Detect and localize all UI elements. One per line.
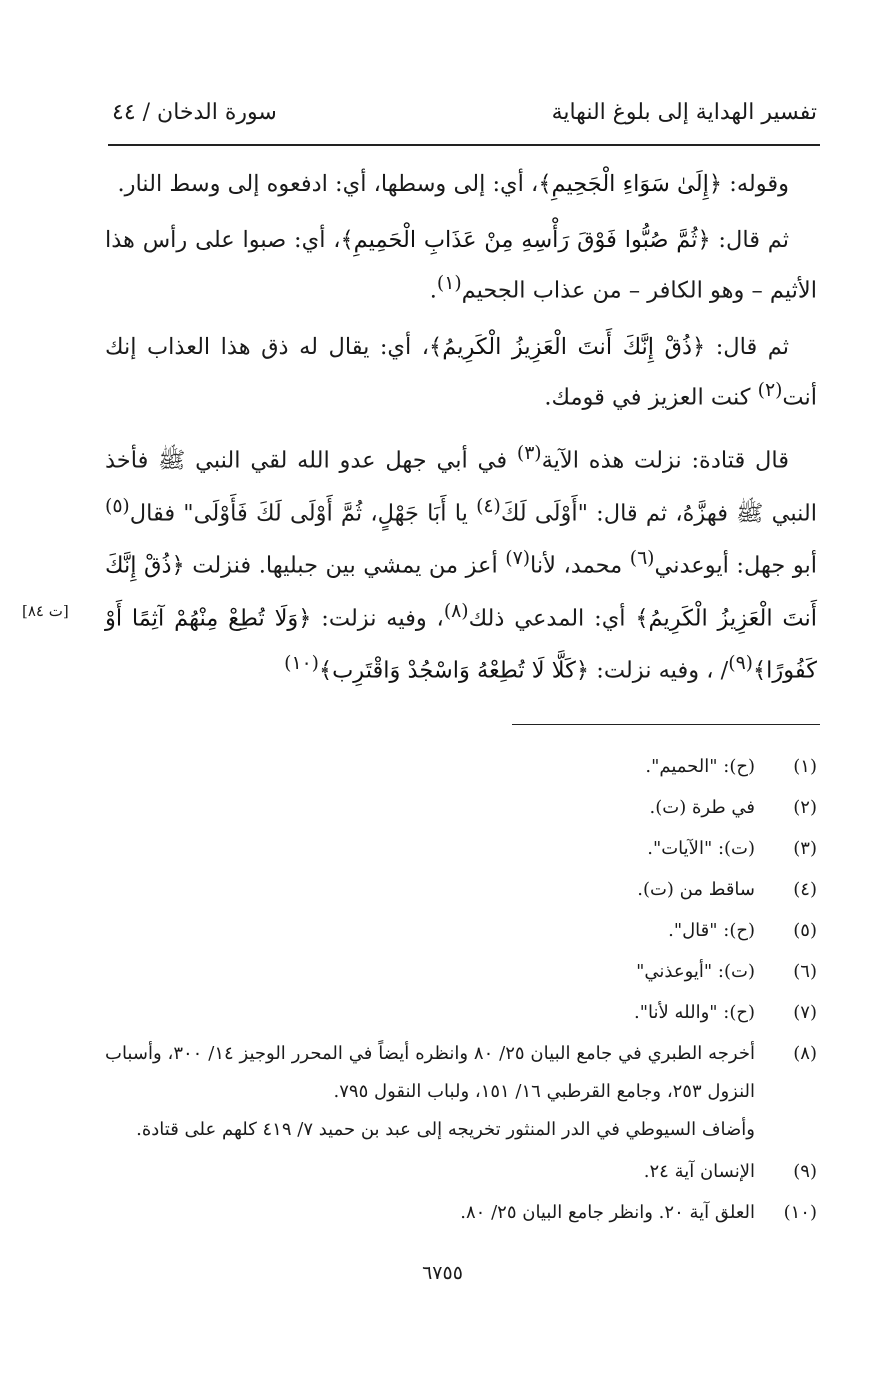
footnote-number: (١) <box>793 756 817 777</box>
text-segment: ، أي: صبوا على رأس هذا الأثيم – وهو الكافر – من عذاب الجحيم <box>105 227 817 304</box>
footnote-ref: (٦) <box>629 548 655 569</box>
footnote-text: الإنسان آية ٢٤. <box>643 1161 755 1182</box>
footnote-ref: (٨) <box>443 600 469 622</box>
footnote-number: (٧) <box>793 1002 817 1023</box>
quran-verse: ﴿ذُقْ إِنَّكَ أَنتَ الْعَزِيزُ الْكَرِيمُ﴾ <box>429 333 706 360</box>
footnote-number: (٨) <box>793 1043 817 1064</box>
footnote-10 <box>105 1194 817 1235</box>
footnote-7 <box>105 994 817 1035</box>
footnote-number: (٥) <box>793 920 817 941</box>
footnote-text: (ح): "والله لأنا". <box>634 1002 755 1023</box>
text-segment: أي: المدعي ذلك <box>468 605 636 631</box>
quran-verse: ﴿كَلَّا لَا تُطِعْهُ وَاسْجُدْ وَاقْتَرِب﴾ <box>318 657 590 684</box>
text-segment: في أبي جهل عدو الله لقي النبي ﷺ فأخذ النبي ﷺ فهزَّهُ، ثم قال: "أَوْلَى لَكَ <box>105 447 818 526</box>
footnote-text: (ح): "قال". <box>668 920 755 941</box>
footnote-ref: (٤) <box>476 495 501 517</box>
text-segment: ثم قال: <box>710 227 789 253</box>
footnote-text-part: أخرجه الطبري في جامع البيان ٢٥/ ٨٠ وانظره أيضاً في المحرر الوجيز ١٤/ ٣٠٠، وأسباب النزول ٢٥٣، وجامع القرطبي ١٦/ ١٥١، ولباب النقول ٧٩٥. <box>105 1043 755 1102</box>
footnote-1 <box>105 748 817 789</box>
footnote-ref: (٥) <box>105 495 130 517</box>
text-segment: أعز من يمشي بين جبليها. فنزلت <box>184 552 506 579</box>
footnote-ref: (٩) <box>728 653 753 674</box>
footnote-text: العلق آية ٢٠. وانظر جامع البيان ٢٥/ ٨٠. <box>460 1202 755 1223</box>
quran-verse: ﴿ذُقْ إِنَّكَ أَنتَ الْعَزِيزُ الْكَرِيمُ﴾ <box>105 552 817 631</box>
text-segment: ، أي: إلى وسطها، أي: ادفعوه إلى وسط النار. <box>117 171 539 197</box>
footnote-ref: (٢) <box>757 379 783 401</box>
footnote-8 <box>105 1035 817 1149</box>
margin-manuscript-note: [ت ٨٤] <box>22 602 69 620</box>
header-divider <box>108 144 820 146</box>
page-number: ٦٧٥٥ <box>422 1262 463 1284</box>
text-segment: أبو جهل: أيوعدني <box>654 552 817 579</box>
footnote-text <box>105 1035 755 1149</box>
footnote-number: (٣) <box>793 838 817 859</box>
footnote-text: ساقط من (ت). <box>637 879 755 900</box>
footnote-number: (٦) <box>793 961 817 982</box>
footnote-5 <box>105 912 817 953</box>
footnote-9 <box>105 1153 817 1194</box>
footnote-ref: (٣) <box>516 443 542 464</box>
footnote-text: في طرة (ت). <box>649 797 755 818</box>
footnote-number: (٢) <box>793 797 817 818</box>
footnotes <box>105 748 817 1235</box>
text-segment: ، وفيه نزلت: <box>311 605 444 631</box>
text-segment: محمد، لأنا <box>530 552 630 579</box>
quran-verse: ﴿إِلَىٰ سَوَاءِ الْجَحِيمِ﴾ <box>538 171 723 197</box>
text-segment: كنت العزيز في قومك. <box>544 384 758 410</box>
paragraph-4 <box>105 431 817 694</box>
footnote-text-part: وأضاف السيوطي في الدر المنثور تخريجه إلى عبد بن حميد ٧/ ٤١٩ كلهم على قتادة. <box>136 1119 755 1140</box>
text-segment: / ، وفيه نزلت: <box>589 657 729 684</box>
text-segment: يا أَبَا جَهْلٍ، ثُمَّ أَوْلَى لَكَ فَأَوْلَى" فقال <box>129 500 477 526</box>
footnote-ref: (١) <box>436 273 462 294</box>
footnote-number: (٤) <box>793 879 817 900</box>
paragraph-3 <box>105 325 817 420</box>
main-text <box>105 162 817 694</box>
footnote-ref: (٧) <box>505 548 531 569</box>
text-segment: ثم قال: <box>705 333 789 360</box>
surah-header: سورة الدخان / ٤٤ <box>112 100 277 125</box>
footnote-2 <box>105 789 817 830</box>
footnote-number: (٩) <box>793 1161 817 1182</box>
text-segment: وقوله: <box>722 171 789 197</box>
text-segment: . <box>429 277 437 304</box>
book-title: تفسير الهداية إلى بلوغ النهاية <box>551 100 817 125</box>
quran-verse: ﴿وَلَا تُطِعْ مِنْهُمْ آثِمًا أَوْ كَفُورًا﴾ <box>105 605 817 684</box>
paragraph-1 <box>105 162 817 206</box>
footnote-4 <box>105 871 817 912</box>
text-segment: قال قتادة: نزلت هذه الآية <box>541 447 789 474</box>
footnote-text: (ح): "الحميم". <box>645 756 755 777</box>
quran-verse: ﴿ثُمَّ صُبُّوا فَوْقَ رَأْسِهِ مِنْ عَذَابِ الْحَمِيمِ﴾ <box>340 227 711 253</box>
footnote-text: (ت): "الآيات". <box>647 838 755 859</box>
footnote-ref: (١٠) <box>284 653 319 674</box>
footnote-text: (ت): "أيوعذني" <box>636 961 755 982</box>
footnote-6 <box>105 953 817 994</box>
text-segment: ، أي: يقال له ذق هذا العذاب إنك أنت <box>105 333 817 410</box>
footnote-3 <box>105 830 817 871</box>
footnote-divider <box>512 724 820 725</box>
footnote-number: (١٠) <box>783 1202 817 1223</box>
paragraph-2 <box>105 218 817 313</box>
